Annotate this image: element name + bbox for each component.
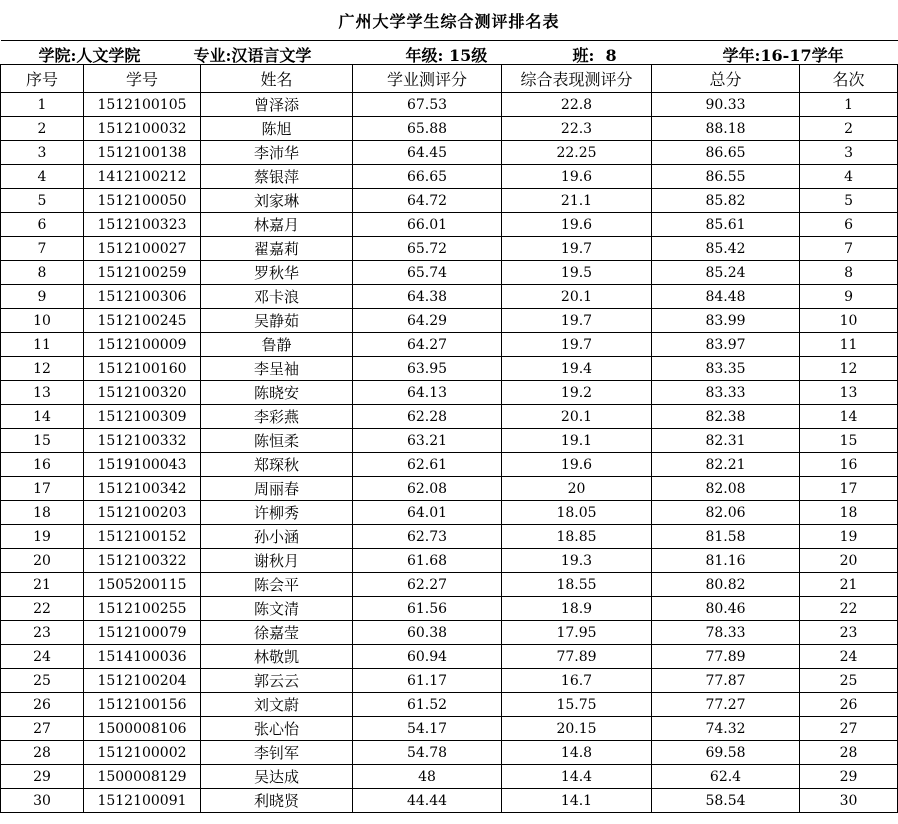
table-row	[1, 597, 898, 621]
cell-rank[interactable]: 9	[800, 285, 898, 309]
table-row	[1, 381, 898, 405]
cell-name[interactable]: 李彩燕	[201, 405, 353, 429]
table-row	[1, 429, 898, 453]
table-row	[1, 453, 898, 477]
cell-name[interactable]: 谢秋月	[201, 549, 353, 573]
cell-index[interactable]: 17	[1, 477, 84, 501]
cell-total-score[interactable]: 82.06	[652, 501, 800, 525]
header-name[interactable]: 姓名	[201, 65, 353, 93]
cell-rank[interactable]: 26	[800, 693, 898, 717]
table-row	[1, 765, 898, 789]
cell-performance-score[interactable]: 19.3	[502, 549, 652, 573]
cell-academic-score[interactable]: 62.08	[353, 477, 502, 501]
cell-rank[interactable]: 14	[800, 405, 898, 429]
cell-index[interactable]: 9	[1, 285, 84, 309]
cell-name[interactable]: 陈恒柔	[201, 429, 353, 453]
cell-total-score[interactable]: 83.33	[652, 381, 800, 405]
cell-rank[interactable]: 25	[800, 669, 898, 693]
cell-academic-score[interactable]: 66.65	[353, 165, 502, 189]
table-row	[1, 573, 898, 597]
cell-rank[interactable]: 12	[800, 357, 898, 381]
cell-rank[interactable]: 19	[800, 525, 898, 549]
table-row	[1, 213, 898, 237]
cell-performance-score[interactable]: 20.15	[502, 717, 652, 741]
cell-academic-score[interactable]: 61.17	[353, 669, 502, 693]
cell-total-score[interactable]: 78.33	[652, 621, 800, 645]
cell-index[interactable]: 19	[1, 525, 84, 549]
cell-performance-score[interactable]: 22.8	[502, 93, 652, 117]
cell-performance-score[interactable]: 20	[502, 477, 652, 501]
cell-total-score[interactable]: 86.65	[652, 141, 800, 165]
cell-name[interactable]: 陈旭	[201, 117, 353, 141]
cell-rank[interactable]: 7	[800, 237, 898, 261]
cell-academic-score[interactable]: 62.28	[353, 405, 502, 429]
cell-performance-score[interactable]: 19.4	[502, 357, 652, 381]
cell-student-id[interactable]: 1512100322	[84, 549, 201, 573]
cell-total-score[interactable]: 81.16	[652, 549, 800, 573]
cell-index[interactable]: 22	[1, 597, 84, 621]
cell-name[interactable]: 陈晓安	[201, 381, 353, 405]
cell-index[interactable]: 16	[1, 453, 84, 477]
cell-rank[interactable]: 29	[800, 765, 898, 789]
cell-total-score[interactable]: 85.82	[652, 189, 800, 213]
header-student-id[interactable]: 学号	[84, 65, 201, 93]
cell-name[interactable]: 罗秋华	[201, 261, 353, 285]
cell-performance-score[interactable]: 19.6	[502, 213, 652, 237]
year-label[interactable]: 学年:16-17学年	[722, 46, 844, 65]
header-row	[1, 65, 898, 93]
cell-performance-score[interactable]: 22.3	[502, 117, 652, 141]
cell-rank[interactable]: 6	[800, 213, 898, 237]
cell-performance-score[interactable]: 15.75	[502, 693, 652, 717]
cell-total-score[interactable]: 85.61	[652, 213, 800, 237]
cell-academic-score[interactable]: 65.72	[353, 237, 502, 261]
cell-performance-score[interactable]: 20.1	[502, 405, 652, 429]
cell-total-score[interactable]: 86.55	[652, 165, 800, 189]
cell-student-id[interactable]: 1512100332	[84, 429, 201, 453]
cell-total-score[interactable]: 74.32	[652, 717, 800, 741]
cell-performance-score[interactable]: 19.1	[502, 429, 652, 453]
cell-rank[interactable]: 11	[800, 333, 898, 357]
cell-total-score[interactable]: 85.24	[652, 261, 800, 285]
cell-rank[interactable]: 20	[800, 549, 898, 573]
table-row	[1, 237, 898, 261]
cell-index[interactable]: 7	[1, 237, 84, 261]
cell-academic-score[interactable]: 64.45	[353, 141, 502, 165]
cell-name[interactable]: 李沛华	[201, 141, 353, 165]
table-row	[1, 477, 898, 501]
cell-academic-score[interactable]: 54.17	[353, 717, 502, 741]
cell-name[interactable]: 陈会平	[201, 573, 353, 597]
cell-total-score[interactable]: 77.89	[652, 645, 800, 669]
table-row	[1, 693, 898, 717]
cell-total-score[interactable]: 83.99	[652, 309, 800, 333]
cell-academic-score[interactable]: 66.01	[353, 213, 502, 237]
cell-academic-score[interactable]: 60.94	[353, 645, 502, 669]
info-row	[1, 41, 898, 65]
cell-student-id[interactable]: 1512100255	[84, 597, 201, 621]
cell-academic-score[interactable]: 61.56	[353, 597, 502, 621]
table-row	[1, 645, 898, 669]
cell-student-id[interactable]: 1512100306	[84, 285, 201, 309]
cell-student-id[interactable]: 1512100002	[84, 741, 201, 765]
college-label[interactable]: 学院:人文学院	[38, 46, 141, 65]
cell-student-id[interactable]: 1500008106	[84, 717, 201, 741]
cell-performance-score[interactable]: 18.05	[502, 501, 652, 525]
cell-performance-score[interactable]: 16.7	[502, 669, 652, 693]
cell-total-score[interactable]: 80.82	[652, 573, 800, 597]
table-row	[1, 165, 898, 189]
cell-performance-score[interactable]: 19.6	[502, 453, 652, 477]
header-rank[interactable]: 名次	[800, 65, 898, 93]
cell-performance-score[interactable]: 14.8	[502, 741, 652, 765]
cell-rank[interactable]: 10	[800, 309, 898, 333]
cell-name[interactable]: 徐嘉莹	[201, 621, 353, 645]
grade-label[interactable]: 年级: 15级	[405, 46, 488, 65]
cell-name[interactable]: 许柳秀	[201, 501, 353, 525]
cell-index[interactable]: 1	[1, 93, 84, 117]
cell-name[interactable]: 周丽春	[201, 477, 353, 501]
cell-index[interactable]: 4	[1, 165, 84, 189]
cell-index[interactable]: 23	[1, 621, 84, 645]
cell-academic-score[interactable]: 61.52	[353, 693, 502, 717]
cell-name[interactable]: 刘文蔚	[201, 693, 353, 717]
cell-index[interactable]: 13	[1, 381, 84, 405]
cell-student-id[interactable]: 1512100342	[84, 477, 201, 501]
table-row	[1, 669, 898, 693]
cell-rank[interactable]: 8	[800, 261, 898, 285]
cell-name[interactable]: 林嘉月	[201, 213, 353, 237]
cell-index[interactable]: 2	[1, 117, 84, 141]
cell-performance-score[interactable]: 19.2	[502, 381, 652, 405]
cell-index[interactable]: 14	[1, 405, 84, 429]
cell-student-id[interactable]: 1512100204	[84, 669, 201, 693]
cell-index[interactable]: 24	[1, 645, 84, 669]
cell-performance-score[interactable]: 22.25	[502, 141, 652, 165]
cell-name[interactable]: 李呈袖	[201, 357, 353, 381]
cell-total-score[interactable]: 83.35	[652, 357, 800, 381]
table-row	[1, 621, 898, 645]
cell-index[interactable]: 6	[1, 213, 84, 237]
cell-rank[interactable]: 3	[800, 141, 898, 165]
cell-index[interactable]: 8	[1, 261, 84, 285]
cell-rank[interactable]: 27	[800, 717, 898, 741]
cell-total-score[interactable]: 83.97	[652, 333, 800, 357]
table-row	[1, 789, 898, 813]
cell-total-score[interactable]: 88.18	[652, 117, 800, 141]
cell-student-id[interactable]: 1412100212	[84, 165, 201, 189]
cell-rank[interactable]: 15	[800, 429, 898, 453]
table-row	[1, 117, 898, 141]
cell-index[interactable]: 30	[1, 789, 84, 813]
cell-index[interactable]: 3	[1, 141, 84, 165]
cell-index[interactable]: 27	[1, 717, 84, 741]
cell-academic-score[interactable]: 62.61	[353, 453, 502, 477]
cell-total-score[interactable]: 82.38	[652, 405, 800, 429]
cell-student-id[interactable]: 1519100043	[84, 453, 201, 477]
cell-total-score[interactable]: 82.21	[652, 453, 800, 477]
cell-performance-score[interactable]: 19.7	[502, 309, 652, 333]
cell-student-id[interactable]: 1512100152	[84, 525, 201, 549]
cell-performance-score[interactable]: 21.1	[502, 189, 652, 213]
header-index[interactable]: 序号	[1, 65, 84, 93]
cell-academic-score[interactable]: 61.68	[353, 549, 502, 573]
cell-academic-score[interactable]: 64.01	[353, 501, 502, 525]
cell-student-id[interactable]: 1512100320	[84, 381, 201, 405]
cell-student-id[interactable]: 1512100203	[84, 501, 201, 525]
cell-academic-score[interactable]: 65.88	[353, 117, 502, 141]
cell-name[interactable]: 鲁静	[201, 333, 353, 357]
cell-student-id[interactable]: 1512100105	[84, 93, 201, 117]
cell-performance-score[interactable]: 19.7	[502, 237, 652, 261]
cell-student-id[interactable]: 1512100323	[84, 213, 201, 237]
cell-name[interactable]: 张心怡	[201, 717, 353, 741]
table-row	[1, 333, 898, 357]
cell-student-id[interactable]: 1512100027	[84, 237, 201, 261]
table-row	[1, 357, 898, 381]
cell-total-score[interactable]: 62.4	[652, 765, 800, 789]
cell-performance-score[interactable]: 19.7	[502, 333, 652, 357]
cell-student-id[interactable]: 1512100079	[84, 621, 201, 645]
cell-academic-score[interactable]: 64.27	[353, 333, 502, 357]
table-row	[1, 741, 898, 765]
cell-total-score[interactable]: 81.58	[652, 525, 800, 549]
cell-student-id[interactable]: 1512100032	[84, 117, 201, 141]
cell-total-score[interactable]: 82.31	[652, 429, 800, 453]
cell-student-id[interactable]: 1512100091	[84, 789, 201, 813]
cell-rank[interactable]: 17	[800, 477, 898, 501]
cell-performance-score[interactable]: 18.85	[502, 525, 652, 549]
cell-student-id[interactable]: 1512100050	[84, 189, 201, 213]
cell-academic-score[interactable]: 48	[353, 765, 502, 789]
major-label[interactable]: 专业:汉语言文学	[193, 46, 312, 65]
table-row	[1, 501, 898, 525]
cell-academic-score[interactable]: 63.21	[353, 429, 502, 453]
cell-academic-score[interactable]: 64.13	[353, 381, 502, 405]
cell-performance-score[interactable]: 14.4	[502, 765, 652, 789]
cell-name[interactable]: 陈文清	[201, 597, 353, 621]
cell-total-score[interactable]: 90.33	[652, 93, 800, 117]
cell-rank[interactable]: 5	[800, 189, 898, 213]
table-row	[1, 549, 898, 573]
cell-academic-score[interactable]: 54.78	[353, 741, 502, 765]
cell-name[interactable]: 刘家琳	[201, 189, 353, 213]
cell-name[interactable]: 曾泽添	[201, 93, 353, 117]
cell-student-id[interactable]: 1512100259	[84, 261, 201, 285]
table-row	[1, 189, 898, 213]
cell-performance-score[interactable]: 19.6	[502, 165, 652, 189]
cell-name[interactable]: 吴静茹	[201, 309, 353, 333]
cell-index[interactable]: 26	[1, 693, 84, 717]
cell-student-id[interactable]: 1512100156	[84, 693, 201, 717]
cell-rank[interactable]: 2	[800, 117, 898, 141]
cell-index[interactable]: 11	[1, 333, 84, 357]
cell-index[interactable]: 15	[1, 429, 84, 453]
cell-total-score[interactable]: 69.58	[652, 741, 800, 765]
cell-rank[interactable]: 22	[800, 597, 898, 621]
cell-rank[interactable]: 13	[800, 381, 898, 405]
cell-academic-score[interactable]: 63.95	[353, 357, 502, 381]
cell-rank[interactable]: 21	[800, 573, 898, 597]
cell-academic-score[interactable]: 65.74	[353, 261, 502, 285]
cell-total-score[interactable]: 85.42	[652, 237, 800, 261]
table-row	[1, 717, 898, 741]
cell-index[interactable]: 10	[1, 309, 84, 333]
cell-performance-score[interactable]: 19.5	[502, 261, 652, 285]
cell-name[interactable]: 郑琛秋	[201, 453, 353, 477]
table-row	[1, 525, 898, 549]
cell-performance-score[interactable]: 18.9	[502, 597, 652, 621]
cell-name[interactable]: 翟嘉莉	[201, 237, 353, 261]
cell-total-score[interactable]: 58.54	[652, 789, 800, 813]
cell-student-id[interactable]: 1500008129	[84, 765, 201, 789]
cell-rank[interactable]: 28	[800, 741, 898, 765]
table-row	[1, 285, 898, 309]
cell-student-id[interactable]: 1512100009	[84, 333, 201, 357]
cell-student-id[interactable]: 1512100138	[84, 141, 201, 165]
cell-performance-score[interactable]: 17.95	[502, 621, 652, 645]
cell-index[interactable]: 12	[1, 357, 84, 381]
cell-performance-score[interactable]: 77.89	[502, 645, 652, 669]
cell-rank[interactable]: 16	[800, 453, 898, 477]
cell-student-id[interactable]: 1512100160	[84, 357, 201, 381]
cell-performance-score[interactable]: 18.55	[502, 573, 652, 597]
cell-student-id[interactable]: 1512100245	[84, 309, 201, 333]
cell-index[interactable]: 28	[1, 741, 84, 765]
cell-name[interactable]: 林敬凯	[201, 645, 353, 669]
sheet-title[interactable]: 广州大学学生综合测评排名表	[1, 0, 898, 41]
cell-academic-score[interactable]: 67.53	[353, 93, 502, 117]
table-row	[1, 405, 898, 429]
cell-name[interactable]: 孙小涵	[201, 525, 353, 549]
cell-total-score[interactable]: 77.27	[652, 693, 800, 717]
cell-student-id[interactable]: 1514100036	[84, 645, 201, 669]
cell-total-score[interactable]: 77.87	[652, 669, 800, 693]
cell-name[interactable]: 蔡银萍	[201, 165, 353, 189]
cell-student-id[interactable]: 1512100309	[84, 405, 201, 429]
cell-academic-score[interactable]: 44.44	[353, 789, 502, 813]
header-academic-score[interactable]: 学业测评分	[353, 65, 502, 93]
cell-academic-score[interactable]: 64.38	[353, 285, 502, 309]
title-row	[1, 0, 898, 41]
cell-rank[interactable]: 24	[800, 645, 898, 669]
cell-index[interactable]: 29	[1, 765, 84, 789]
header-total-score[interactable]: 总分	[652, 65, 800, 93]
header-performance-score[interactable]: 综合表现测评分	[502, 65, 652, 93]
table-row	[1, 141, 898, 165]
table-row	[1, 309, 898, 333]
cell-rank[interactable]: 1	[800, 93, 898, 117]
cell-student-id[interactable]: 1505200115	[84, 573, 201, 597]
cell-academic-score[interactable]: 64.72	[353, 189, 502, 213]
cell-name[interactable]: 郭云云	[201, 669, 353, 693]
cell-index[interactable]: 25	[1, 669, 84, 693]
cell-rank[interactable]: 30	[800, 789, 898, 813]
cell-performance-score[interactable]: 14.1	[502, 789, 652, 813]
cell-index[interactable]: 5	[1, 189, 84, 213]
cell-rank[interactable]: 18	[800, 501, 898, 525]
cell-performance-score[interactable]: 20.1	[502, 285, 652, 309]
cell-total-score[interactable]: 82.08	[652, 477, 800, 501]
cell-index[interactable]: 21	[1, 573, 84, 597]
cell-rank[interactable]: 4	[800, 165, 898, 189]
table-row	[1, 261, 898, 285]
cell-academic-score[interactable]: 64.29	[353, 309, 502, 333]
cell-rank[interactable]: 23	[800, 621, 898, 645]
table-row	[1, 93, 898, 117]
cell-name[interactable]: 利晓贤	[201, 789, 353, 813]
cell-index[interactable]: 18	[1, 501, 84, 525]
cell-academic-score[interactable]: 60.38	[353, 621, 502, 645]
cell-name[interactable]: 吴达成	[201, 765, 353, 789]
cell-academic-score[interactable]: 62.73	[353, 525, 502, 549]
cell-total-score[interactable]: 80.46	[652, 597, 800, 621]
class-label[interactable]: 班: 8	[572, 46, 617, 65]
cell-academic-score[interactable]: 62.27	[353, 573, 502, 597]
cell-name[interactable]: 邓卡浪	[201, 285, 353, 309]
cell-name[interactable]: 李钊军	[201, 741, 353, 765]
cell-total-score[interactable]: 84.48	[652, 285, 800, 309]
cell-index[interactable]: 20	[1, 549, 84, 573]
